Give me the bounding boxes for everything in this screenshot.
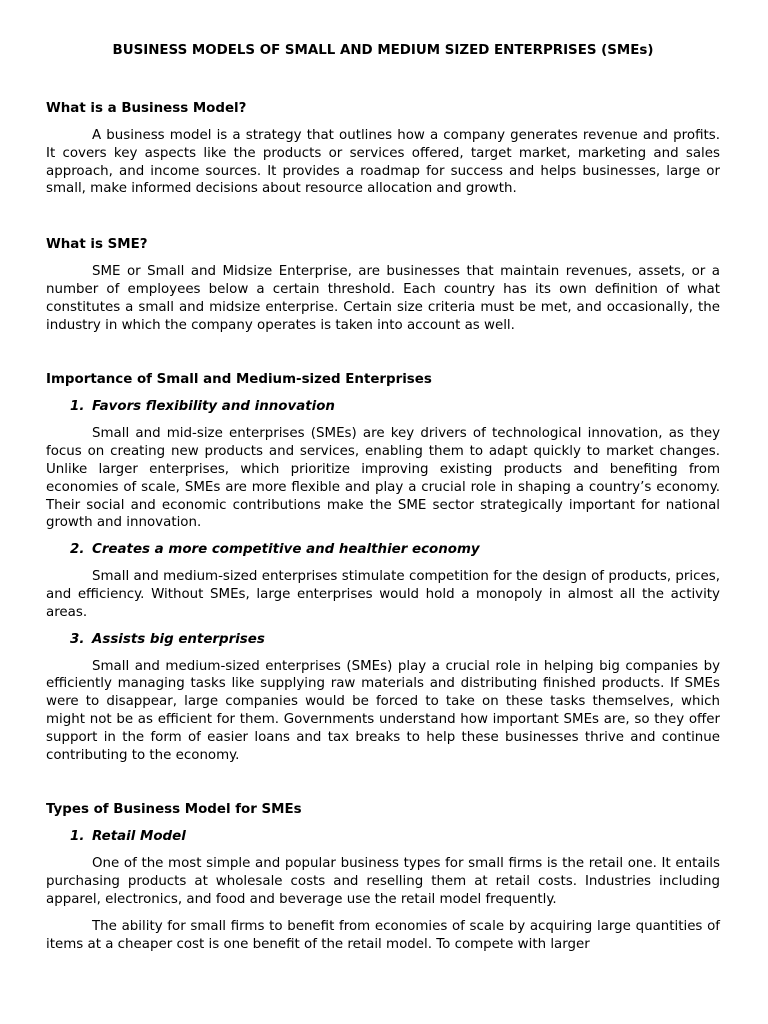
section-heading-importance: Importance of Small and Medium-sized Enterprises xyxy=(46,372,432,388)
list-item-title: Retail Model xyxy=(92,829,186,845)
list-item-heading xyxy=(46,631,720,649)
list-item-title: Creates a more competitive and healthier economy xyxy=(92,542,480,558)
section-heading-business-model: What is a Business Model? xyxy=(46,101,247,116)
paragraph-retail-model-1: One of the most simple and popular business types for small firms is the retail one. It entails purchasing products at wholesale costs and reselling them at retail costs. Industries including apparel, electronics, and food and beverage use the retail model frequently. xyxy=(46,856,720,907)
list-item-title: Favors flexibility and innovation xyxy=(92,399,335,415)
list-number: 3. xyxy=(70,631,85,647)
paragraph-business-model: A business model is a strategy that outlines how a company generates revenue and profits. It covers key aspects like the products or services offered, target market, marketing and sales approach, and income sources. It provides a roadmap for success and helps businesses, large or small, make informed decisions about resource allocation and growth. xyxy=(46,128,720,197)
list-number: 1. xyxy=(70,829,85,845)
document-page xyxy=(46,0,720,953)
list-item-heading xyxy=(46,541,720,559)
paragraph-competitive-economy: Small and medium-sized enterprises stimulate competition for the design of products, prices, and efficiency. Without SMEs, large enterprises would hold a monopoly in almost all the activity areas. xyxy=(46,569,720,620)
paragraph-flexibility: Small and mid-size enterprises (SMEs) are key drivers of technological innovation, as they focus on creating new products and services, enabling them to adapt quickly to market changes. Unlike larger enterprises, which prioritize improving existing products and benefiting from economies of scale, SMEs are more flexible and play a crucial role in shaping a country’s economy. Their social and economic contributions make the SME sector strategically important for national growth and innovation. xyxy=(46,426,720,531)
section-heading-what-is-sme: What is SME? xyxy=(46,237,148,253)
list-item-heading xyxy=(46,398,720,416)
list-number: 1. xyxy=(70,399,85,415)
list-item-heading xyxy=(46,828,720,846)
list-number: 2. xyxy=(70,542,85,558)
list-item-title: Assists big enterprises xyxy=(92,631,265,647)
paragraph-what-is-sme: SME or Small and Midsize Enterprise, are businesses that maintain revenues, assets, or a number of employees below a certain threshold. Each country has its own definition of what constitutes a small and midsize enterprise. Certain size criteria must be met, and occasionally, the industry in which the company operates is taken into account as well. xyxy=(46,264,720,333)
paragraph-assists-big-enterprises: Small and medium-sized enterprises (SMEs) play a crucial role in helping big companies by efficiently managing tasks like supplying raw materials and distributing finished products. If SMEs were to disappear, large companies would be forced to take on these tasks themselves, which might not be as efficient for them. Governments understand how important SMEs are, so they offer support in the form of easier loans and tax breaks to help these businesses thrive and continue contributing to the economy. xyxy=(46,658,720,763)
document-title: BUSINESS MODELS OF SMALL AND MEDIUM SIZED ENTERPRISES (SMEs) xyxy=(112,43,654,58)
section-heading-types: Types of Business Model for SMEs xyxy=(46,802,302,818)
paragraph-retail-model-2: The ability for small firms to benefit from economies of scale by acquiring large quantities of items at a cheaper cost is one benefit of the retail model. To compete with larger xyxy=(46,918,720,952)
